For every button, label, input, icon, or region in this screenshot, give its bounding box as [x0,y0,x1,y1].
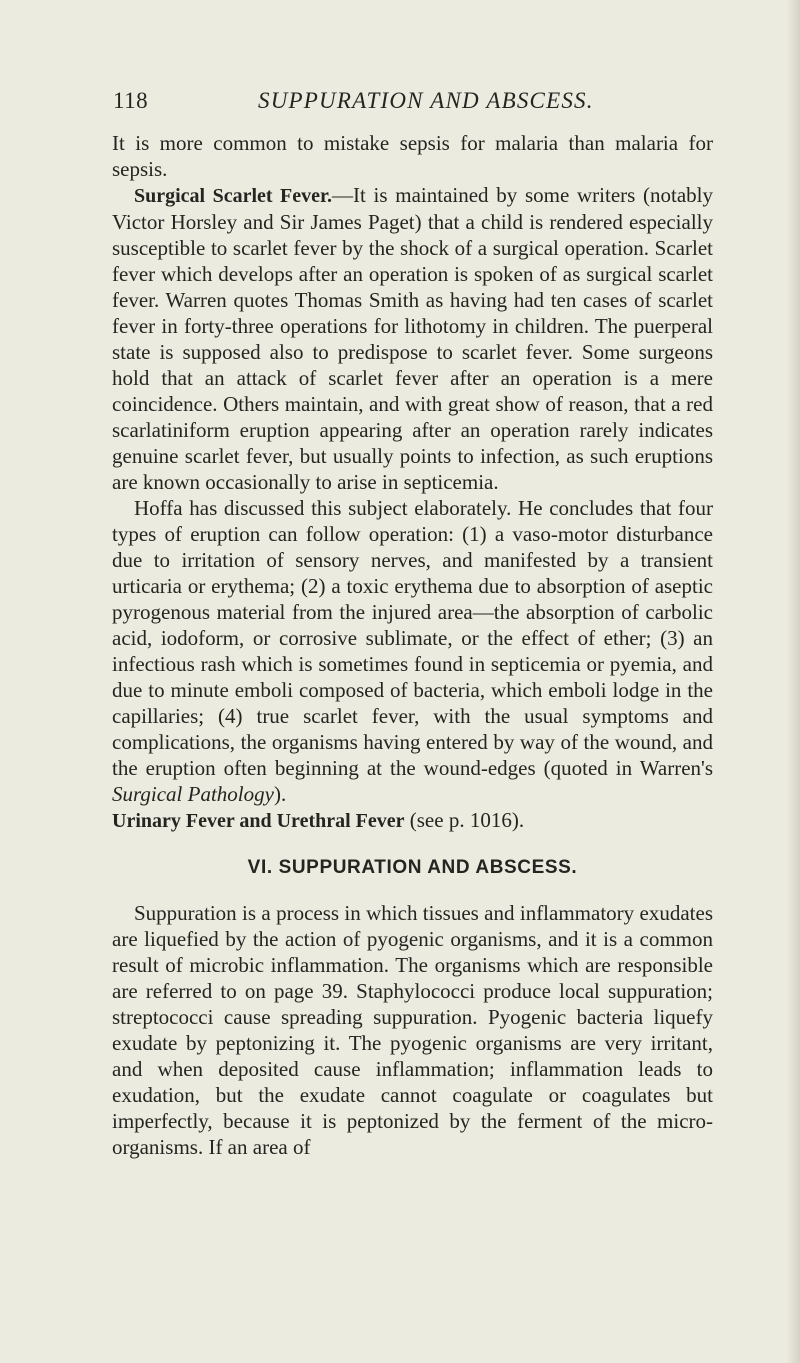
paragraph-text: Hoffa has discussed this subject elaborately. He concludes that four types of eruption can follow operation: (1) a vaso-motor disturbance due to irritation of sensory nerves, and manifested by a transient urticaria or erythema; (2) a toxic erythema due to absorption of aseptic pyrogenous material from the injured area—the absorption of carbolic acid, iodoform, or corrosive sublimate, or the effect of ether; (3) an infectious rash which is sometimes found in septicemia or pyemia, and due to minute emboli composed of bacteria, which emboli lodge in the capillaries; (4) true scarlet fever, with the usual symptoms and complications, the organisms having entered by way of the wound, and the eruption often beginning at the wound-edges (quoted in Warren's [112,496,713,780]
paragraph-hoffa [112,495,713,807]
section-heading: VI. SUPPURATION AND ABSCESS. [247,857,578,878]
paragraph-suppuration [112,900,713,1160]
paragraph-surgical-scarlet-fever [112,182,713,495]
paragraph-text: —It is maintained by some writers (notably Victor Horsley and Sir James Paget) that a child is rendered especially susceptible to scarlet fever by the shock of a surgical operation. Scarlet fever which develops after an operation is spoken of as surgical scarlet fever. Warren quotes Thomas Smith as having had ten cases of scarlet fever in forty-three operations for lithotomy in children. The puerperal state is supposed also to predispose to scarlet fever. Some surgeons hold that an attack of scarlet fever after an operation is a mere coincidence. Others maintain, and with great show of reason, that a red scarlatiniform eruption appearing after an operation rarely indicates genuine scarlet fever, but usually points to infection, as such eruptions are known occasionally to arise in septicemia. [112,183,713,494]
paragraph-text: It is more common to mistake sepsis for malaria than malaria for sepsis. [112,131,713,181]
paragraph-text: Suppuration is a process in which tissues and inflammatory exudates are liquefied by the action of pyogenic organisms, and it is a common result of microbic inflammation. The organisms which are responsible are referred to on page 39. Staphylococci produce local suppuration; streptococci cause spreading suppuration. Pyogenic bacteria liquefy exudate by peptonizing it. The pyogenic organisms are very irritant, and when deposited cause inflammation; inflammation leads to exudation, but the exudate cannot coagulate or coagulates but imperfectly, because it is peptonized by the ferment of the micro-organisms. If an area of [112,901,713,1159]
paragraph-tail: ). [273,782,287,806]
paragraph-text: (see p. 1016). [404,808,525,832]
run-in-heading: Urinary Fever and Urethral Fever [112,810,405,832]
paragraph-urinary-fever [112,807,713,834]
running-head [113,86,713,116]
page-number: 118 [113,88,149,113]
body-text [112,130,713,1160]
citation-title: Surgical Pathology [112,782,274,806]
run-in-heading: Surgical Scarlet Fever. [134,185,333,207]
page-edge-shadow [786,0,800,1363]
paragraph-malaria [112,130,713,182]
running-title: SUPPURATION AND ABSCESS. [258,88,594,113]
